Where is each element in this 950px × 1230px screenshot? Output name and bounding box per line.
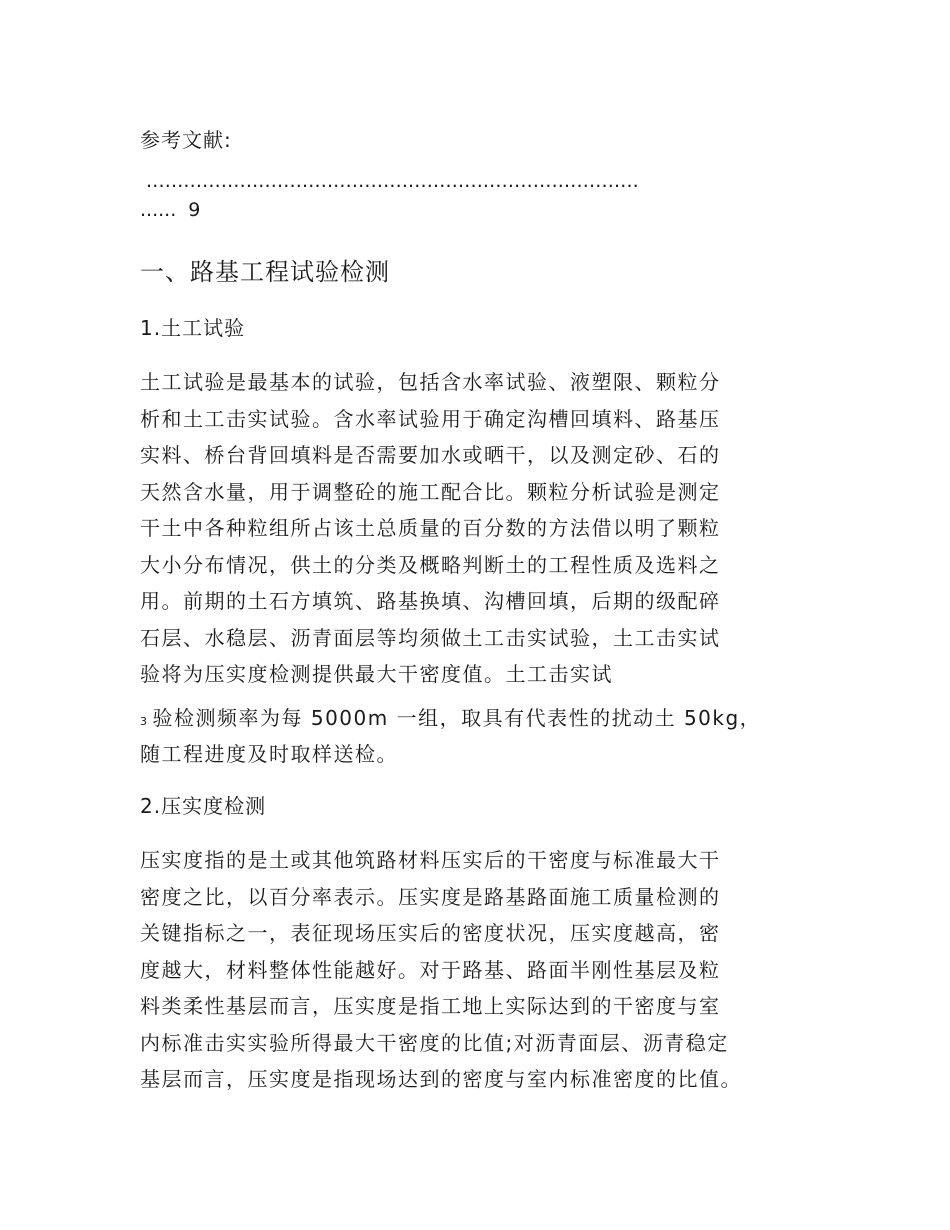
text-line: 密度之比，以百分率表示。压实度是路基路面施工质量检测的 xyxy=(140,884,721,909)
toc-leader-dots-2: ...... xyxy=(140,199,177,221)
text-line: 验将为压实度检测提供最大干密度值。土工击实试 xyxy=(140,662,613,686)
paragraph-compaction xyxy=(140,842,810,1098)
text-line: 用。前期的土石方填筑、路基换填、沟槽回填，后期的级配碎 xyxy=(140,589,721,613)
toc-leader-dots: ............................................................................... xyxy=(146,170,639,192)
text-line: 压实度指的是土或其他筑路材料压实后的干密度与标准最大干 xyxy=(140,848,721,872)
subsection-heading-soil-test: 1.土工试验 xyxy=(140,316,246,340)
subsection-heading-compaction: 2.压实度检测 xyxy=(140,794,267,818)
text-line: 石层、水稳层、沥青面层等均须做土工击实试验，土工击实试 xyxy=(140,625,721,650)
paragraph-soil-test-continued xyxy=(140,702,810,770)
text-line: 基层而言，压实度是指现场达到的密度与室内标准密度的比值。 xyxy=(140,1067,742,1091)
text-line: 天然含水量，用于调整砼的施工配合比。颗粒分析试验是测定 xyxy=(140,479,721,504)
text-line-content: 验检测频率为每 5000m 一组，取具有代表性的扰动土 50kg， xyxy=(152,706,762,730)
toc-references-label: 参考文献: xyxy=(140,128,232,152)
text-line: 随工程进度及时取样送检。 xyxy=(140,742,398,766)
text-line: 料类柔性基层而言，压实度是指工地上实际达到的干密度与室 xyxy=(140,994,721,1018)
text-line: 度越大，材料整体性能越好。对于路基、路面半刚性基层及粒 xyxy=(140,957,721,982)
text-line: 大小分布情况，供土的分类及概略判断土的工程性质及选料之 xyxy=(140,552,721,577)
toc-page-number: 9 xyxy=(188,199,201,221)
paragraph-soil-test xyxy=(140,364,810,693)
text-line: 实料、桥台背回填料是否需要加水或晒干，以及测定砂、石的 xyxy=(140,443,721,467)
superscript-marker: 3 xyxy=(140,715,149,728)
text-line: 内标准击实实验所得最大干密度的比值;对沥青面层、沥青稳定 xyxy=(140,1030,729,1055)
text-line: 干土中各种粒组所占该土总质量的百分数的方法借以明了颗粒 xyxy=(140,516,721,540)
text-line: 关键指标之一，表征现场压实后的密度状况，压实度越高，密 xyxy=(140,921,721,945)
text-line xyxy=(140,702,810,738)
text-line: 析和土工击实试验。含水率试验用于确定沟槽回填料、路基压 xyxy=(140,406,721,431)
toc-leader-continuation xyxy=(140,195,200,225)
section-heading-1: 一、路基工程试验检测 xyxy=(140,258,390,286)
text-line: 土工试验是最基本的试验，包括含水率试验、液塑限、颗粒分 xyxy=(140,370,721,394)
